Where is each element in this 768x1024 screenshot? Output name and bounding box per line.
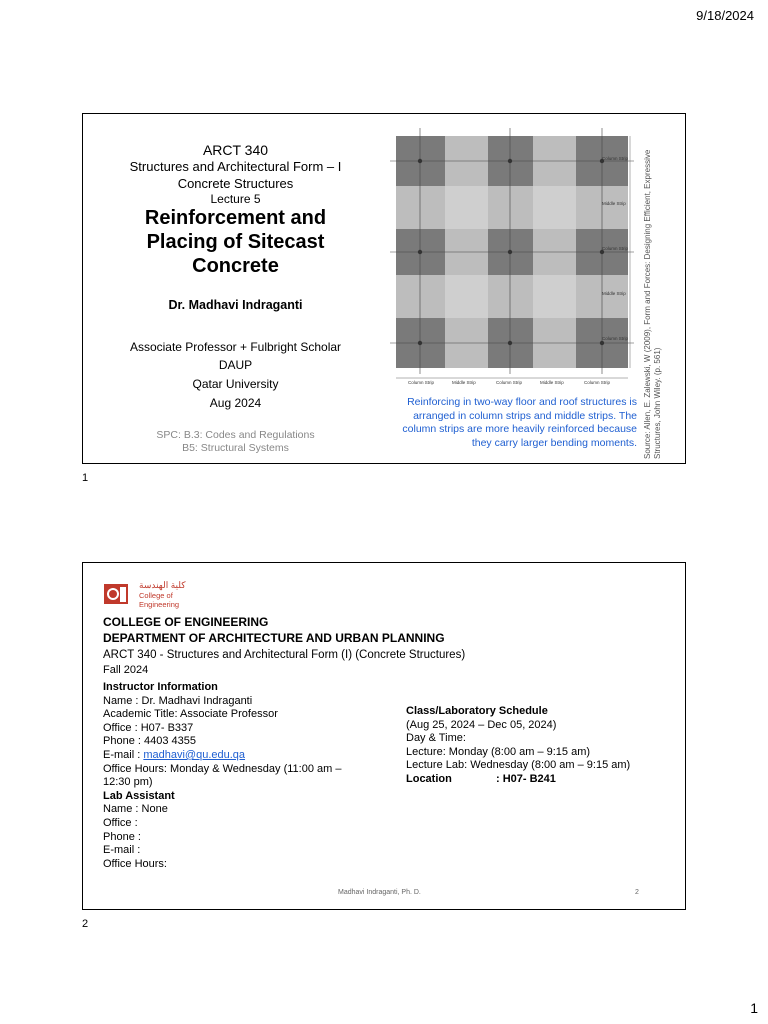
day-time: Day & Time: (406, 732, 466, 745)
spc-systems: B5: Structural Systems (182, 442, 289, 454)
right-label-3: Column Strip (602, 246, 629, 251)
email-link[interactable]: madhavi@qu.edu.qa (143, 748, 246, 761)
right-label-4: Middle Strip (602, 291, 626, 296)
lab-office: Office : (103, 816, 138, 829)
location-label: Location (406, 772, 452, 785)
logo-arabic: كلية الهندسة (139, 580, 186, 590)
diagram-caption (377, 396, 637, 450)
instructor-heading: Instructor Information (103, 681, 218, 693)
email-label: E-mail : (103, 748, 144, 761)
lecture-time: Lecture: Monday (8:00 am – 9:15 am) (406, 745, 591, 758)
topic: Concrete Structures (177, 176, 294, 191)
instructor-office: Office : H07- B337 (103, 721, 194, 734)
lab-phone: Phone : (103, 830, 141, 843)
schedule-info (406, 705, 681, 787)
slide-2 (82, 562, 686, 910)
instructor-phone: Phone : 4403 4355 (103, 735, 196, 748)
slide-number-2: 2 (82, 918, 89, 930)
term: Fall 2024 (103, 664, 149, 676)
caption-line-4: they carry larger bending moments. (471, 436, 637, 449)
caption-line-2: arranged in column strips and middle strips. The (413, 409, 637, 422)
column-strip-diagram (390, 126, 640, 391)
footer-slide-number: 2 (635, 889, 639, 896)
source-citation (643, 139, 663, 459)
bottom-label-2: Middle Strip (452, 380, 476, 385)
college-heading: COLLEGE OF ENGINEERING (103, 615, 269, 629)
caption-line-3: column strips are more heavily reinforced because (402, 423, 637, 435)
office-hours-2: 12:30 pm) (103, 776, 153, 789)
lab-heading: Lab Assistant (103, 789, 175, 802)
page-number: 1 (750, 1000, 758, 1016)
strip-diagram (390, 126, 640, 391)
college-logo (103, 578, 213, 608)
qu-emblem-icon (103, 580, 129, 606)
logo-english: College of Engineering (139, 591, 180, 609)
lecture-title-line1: Reinforcement and (144, 207, 327, 229)
lecture-title-line2: Placing of Sitecast (146, 231, 325, 253)
bottom-label-1: Column Strip (408, 380, 435, 385)
page-date: 9/18/2024 (696, 8, 754, 23)
footer-author: Madhavi Indraganti, Ph. D. (338, 889, 421, 896)
instructor-name: Name : Dr. Madhavi Indraganti (103, 694, 253, 707)
course-code: ARCT 340 (202, 142, 269, 158)
slide-number-1: 1 (82, 472, 89, 484)
bottom-label-3: Column Strip (496, 380, 523, 385)
location-row (406, 773, 681, 787)
lecture-date: Aug 2024 (209, 396, 262, 410)
author-position: Associate Professor + Fulbright Scholar (129, 340, 342, 354)
office-hours-1: Office Hours: Monday & Wednesday (11:00 am – (103, 762, 342, 775)
bottom-label-5: Column Strip (584, 380, 611, 385)
lecture-title (83, 206, 388, 278)
bottom-label-4: Middle Strip (540, 380, 564, 385)
course-name: Structures and Architectural Form – I (129, 159, 342, 174)
instructor-info (103, 681, 363, 871)
department: DAUP (218, 358, 253, 372)
author-name: Dr. Madhavi Indraganti (168, 298, 303, 312)
lecture-title-line3: Concrete (192, 255, 279, 277)
lab-name: Name : None (103, 803, 168, 816)
instructor-title: Academic Title: Associate Professor (103, 708, 278, 721)
caption-line-1: Reinforcing in two-way floor and roof structures is (407, 396, 637, 408)
instructor-email-row (103, 749, 363, 763)
lab-time: Lecture Lab: Wednesday (8:00 am – 9:15 am) (406, 759, 631, 772)
lecture-number: Lecture 5 (210, 192, 261, 206)
department-heading: DEPARTMENT OF ARCHITECTURE AND URBAN PLANNING (103, 631, 445, 645)
lab-hours: Office Hours: (103, 857, 167, 870)
source-line-1: Source: Allen, E. Zalewski, W (2009), Form and Forces: Designing Efficient, Expressive (643, 149, 652, 459)
schedule-heading: Class/Laboratory Schedule (406, 705, 548, 717)
location-value: : H07- B241 (496, 772, 556, 785)
right-label-1: Column Strip (602, 156, 629, 161)
schedule-dates: (Aug 25, 2024 – Dec 05, 2024) (406, 718, 557, 731)
slide-1 (82, 113, 686, 464)
course-line: ARCT 340 - Structures and Architectural Form (I) (Concrete Structures) (103, 649, 466, 661)
source-line-2: Structures, John Wiley. (p. 561) (653, 347, 662, 459)
lab-email: E-mail : (103, 844, 141, 857)
spc-codes: SPC: B.3: Codes and Regulations (156, 429, 315, 441)
right-label-5: Column Strip (602, 336, 629, 341)
right-label-2: Middle Strip (602, 201, 626, 206)
university: Qatar University (192, 377, 279, 391)
